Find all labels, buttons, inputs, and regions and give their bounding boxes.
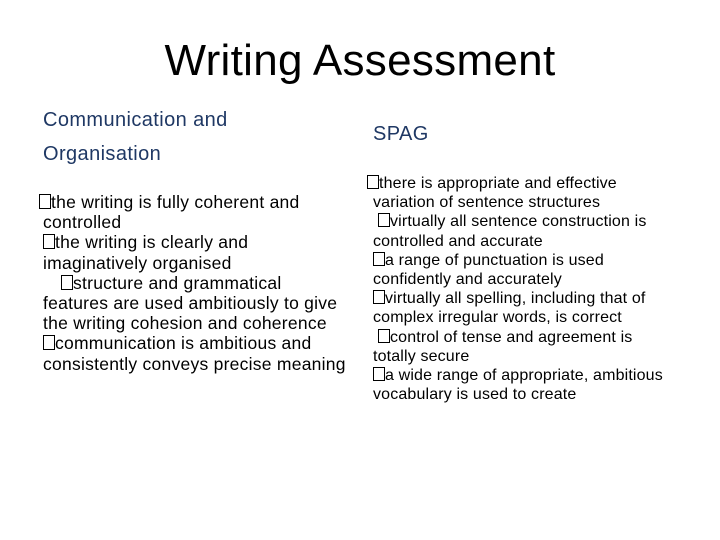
list-item xyxy=(373,174,673,212)
list-item-text: control of tense and agreement is totally secure xyxy=(373,328,633,365)
list-item xyxy=(373,212,673,250)
missing-glyph-icon xyxy=(373,252,385,266)
missing-glyph-icon xyxy=(378,213,390,227)
missing-glyph-icon xyxy=(367,175,379,189)
list-item xyxy=(43,232,348,272)
list-item xyxy=(373,251,673,289)
list-item-text: structure and grammatical features are used ambitiously to give the writing cohesion and coherence xyxy=(43,272,338,334)
list-item-text: communication is ambitious and consistently conveys precise meaning xyxy=(43,333,346,374)
list-item-text: there is appropriate and effective variation of sentence structures xyxy=(373,175,617,212)
communication-organisation-list xyxy=(43,192,348,374)
list-item xyxy=(373,289,673,327)
communication-organisation-heading: Communication and Organisation xyxy=(43,109,228,165)
missing-glyph-icon xyxy=(61,275,73,290)
missing-glyph-icon xyxy=(43,234,55,249)
list-item xyxy=(373,366,673,404)
spag-list xyxy=(373,174,673,404)
slide-title: Writing Assessment xyxy=(164,36,556,85)
missing-glyph-icon xyxy=(378,329,390,343)
list-item-text: a range of punctuation is used confidently and accurately xyxy=(373,251,604,289)
list-item xyxy=(43,333,348,373)
list-item-text: a wide range of appropriate, ambitious vocabulary is used to create xyxy=(373,367,663,404)
list-item xyxy=(43,192,348,232)
missing-glyph-icon xyxy=(373,290,385,304)
list-item xyxy=(373,328,673,366)
list-item-text: the writing is clearly and imaginatively organised xyxy=(43,232,249,273)
missing-glyph-icon xyxy=(43,335,55,350)
list-item-text: virtually all sentence construction is controlled and accurate xyxy=(373,213,647,250)
list-item-text: virtually all spelling, including that of complex irregular words, is correct xyxy=(373,290,646,327)
list-item-text: the writing is fully coherent and controlled xyxy=(43,192,300,233)
missing-glyph-icon xyxy=(373,367,385,381)
list-item xyxy=(43,273,348,334)
spag-heading: SPAG xyxy=(373,123,429,145)
missing-glyph-icon xyxy=(39,194,51,209)
